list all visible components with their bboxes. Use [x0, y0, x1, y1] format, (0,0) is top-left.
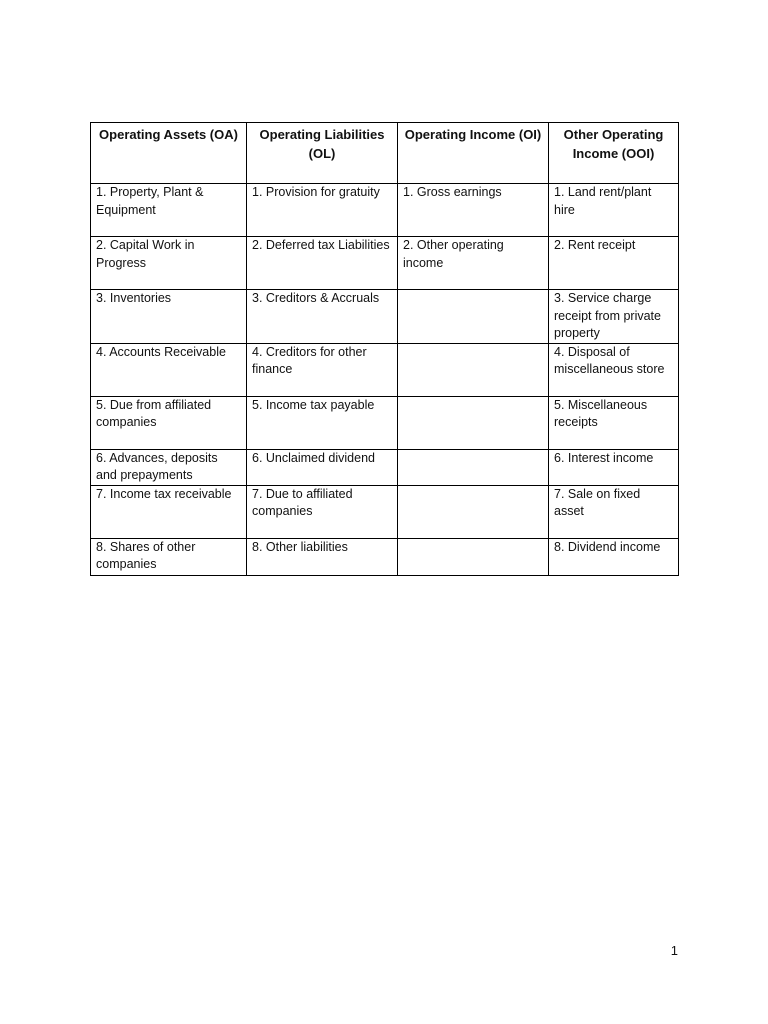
cell-operating-liability: 4. Creditors for other finance: [247, 343, 398, 396]
table-row: [91, 237, 679, 290]
table-row: [91, 396, 679, 449]
header-operating-liabilities: Operating Liabilities (OL): [247, 123, 398, 184]
cell-operating-asset: 4. Accounts Receivable: [91, 343, 247, 396]
cell-operating-asset: 5. Due from affiliated companies: [91, 396, 247, 449]
cell-other-operating-income: 5. Miscellaneous receipts: [549, 396, 679, 449]
cell-operating-income: [398, 396, 549, 449]
cell-operating-liability: 1. Provision for gratuity: [247, 184, 398, 237]
cell-operating-liability: 8. Other liabilities: [247, 538, 398, 575]
operating-items-table: [90, 122, 679, 576]
table-row: [91, 485, 679, 538]
cell-operating-asset: 7. Income tax receivable: [91, 485, 247, 538]
cell-operating-income: 2. Other operating income: [398, 237, 549, 290]
table-row: [91, 343, 679, 396]
cell-operating-income: [398, 449, 549, 485]
cell-other-operating-income: 3. Service charge receipt from private property: [549, 290, 679, 344]
cell-other-operating-income: 1. Land rent/plant hire: [549, 184, 679, 237]
table-row: [91, 290, 679, 344]
cell-operating-asset: 6. Advances, deposits and prepayments: [91, 449, 247, 485]
cell-other-operating-income: 4. Disposal of miscellaneous store: [549, 343, 679, 396]
cell-operating-liability: 5. Income tax payable: [247, 396, 398, 449]
page-number: 1: [670, 943, 678, 958]
cell-other-operating-income: 2. Rent receipt: [549, 237, 679, 290]
cell-operating-liability: 7. Due to affiliated companies: [247, 485, 398, 538]
cell-other-operating-income: 7. Sale on fixed asset: [549, 485, 679, 538]
cell-operating-asset: 3. Inventories: [91, 290, 247, 344]
header-operating-income: Operating Income (OI): [398, 123, 549, 184]
cell-operating-income: 1. Gross earnings: [398, 184, 549, 237]
table-row: [91, 449, 679, 485]
cell-other-operating-income: 6. Interest income: [549, 449, 679, 485]
cell-operating-asset: 1. Property, Plant & Equipment: [91, 184, 247, 237]
cell-operating-income: [398, 343, 549, 396]
cell-operating-income: [398, 538, 549, 575]
cell-operating-liability: 2. Deferred tax Liabilities: [247, 237, 398, 290]
cell-operating-liability: 6. Unclaimed dividend: [247, 449, 398, 485]
table-header-row: [91, 123, 679, 184]
cell-operating-income: [398, 485, 549, 538]
header-operating-assets: Operating Assets (OA): [91, 123, 247, 184]
header-other-operating-income: Other Operating Income (OOI): [549, 123, 679, 184]
cell-operating-income: [398, 290, 549, 344]
cell-operating-liability: 3. Creditors & Accruals: [247, 290, 398, 344]
table-row: [91, 184, 679, 237]
cell-other-operating-income: 8. Dividend income: [549, 538, 679, 575]
cell-operating-asset: 2. Capital Work in Progress: [91, 237, 247, 290]
table-row: [91, 538, 679, 575]
cell-operating-asset: 8. Shares of other companies: [91, 538, 247, 575]
